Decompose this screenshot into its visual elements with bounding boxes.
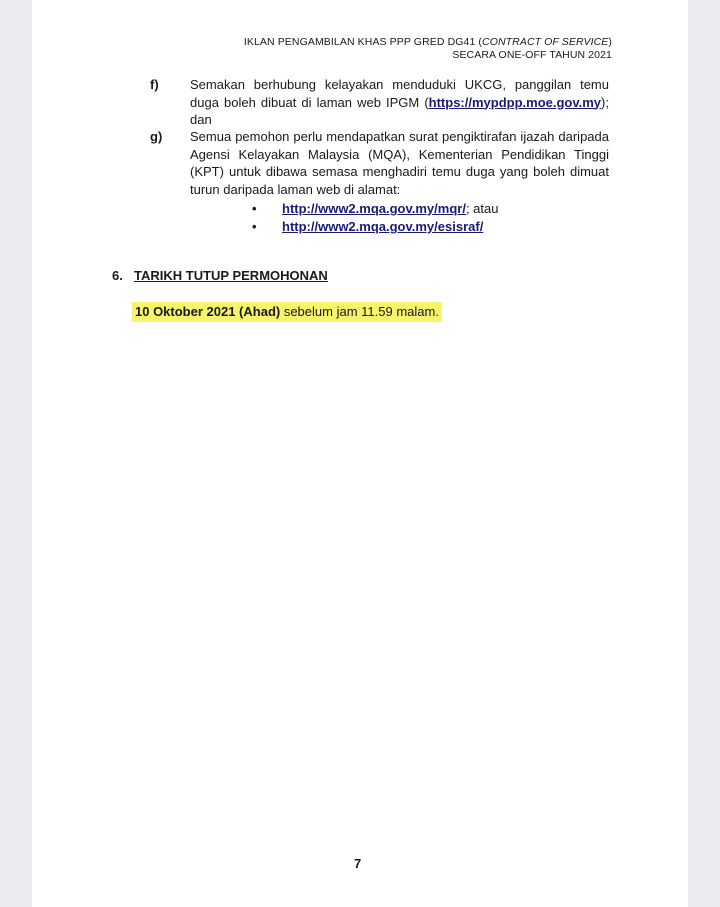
section-number: 6.: [112, 268, 123, 283]
esisraf-link[interactable]: http://www2.mqa.gov.my/esisraf/: [282, 219, 484, 234]
bullet-icon: •: [252, 219, 257, 234]
item-marker: g): [150, 129, 163, 144]
item-text: Semua pemohon perlu mendapatkan surat pengiktirafan ijazah daripada Agensi Kelayakan Malaysia (MQA), Kementerian Pendidikan Tinggi (KPT) untuk dibawa semasa menghadiri temu duga yang boleh dimuat turun daripada laman web di alamat:: [190, 129, 609, 197]
closing-date: 10 Oktober 2021 (Ahad): [135, 304, 281, 319]
header-line-2: SECARA ONE-OFF TAHUN 2021: [452, 49, 612, 61]
document-page: IKLAN PENGAMBILAN KHAS PPP GRED DG41 (CONTRACT OF SERVICE) SECARA ONE-OFF TAHUN 2021 f) Semakan berhubung kelayakan menduduki UKCG, panggilan temu duga boleh dibuat di laman web IPGM (https://mypdpp.moe.gov.my); dan g) Semua pemohon perlu mendapatkan surat pengiktirafan ijazah daripada Agensi Kelayakan Malaysia (MQA), Kementerian Pendidikan Tinggi (KPT) untuk dibawa semasa menghadiri temu duga yang boleh dimuat turun daripada laman web di alamat: • http://www2.mqa.gov.my/mqr/; atau • http://www2.mqa.gov.my/esisraf/ 6. TARIKH TUTUP PERMOHONAN 10 Oktober 2021 (Ahad) sebelum jam 11.59 malam. 7: [32, 0, 688, 907]
item-text: Semakan berhubung kelayakan menduduki UKCG, panggilan temu duga boleh dibuat di laman web IPGM (https://mypdpp.moe.gov.my); dan: [190, 77, 609, 127]
bullet-icon: •: [252, 201, 257, 216]
closing-date-highlight: [132, 302, 442, 322]
section-title: TARIKH TUTUP PERMOHONAN: [134, 268, 328, 283]
mqr-link[interactable]: http://www2.mqa.gov.my/mqr/: [282, 201, 466, 216]
page-number: 7: [354, 856, 362, 871]
section-heading: [112, 268, 328, 283]
header-line-1: IKLAN PENGAMBILAN KHAS PPP GRED DG41 (CONTRACT OF SERVICE): [243, 36, 612, 48]
closing-time: sebelum jam 11.59 malam.: [280, 304, 439, 319]
ipgm-link[interactable]: https://mypdpp.moe.gov.my: [428, 94, 602, 110]
document-header: [244, 36, 612, 62]
item-marker: f): [150, 77, 159, 92]
